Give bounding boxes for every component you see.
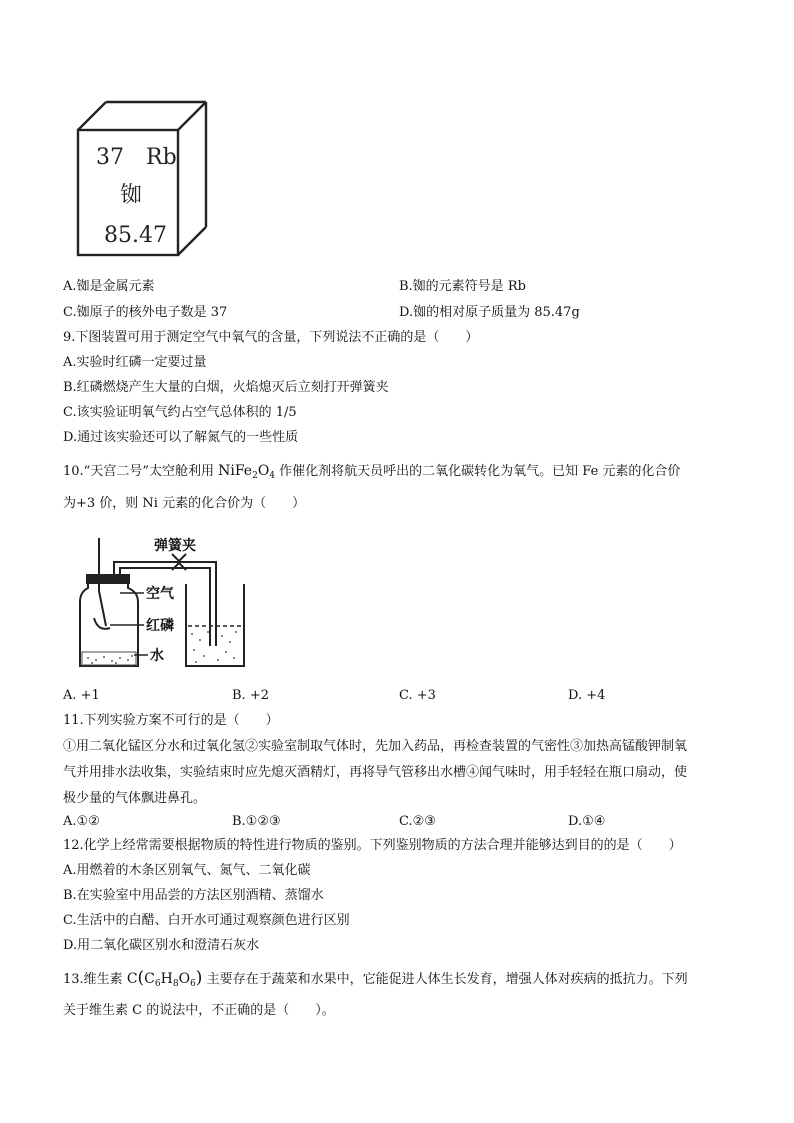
label-clamp: 弹簧夹 <box>154 538 196 554</box>
q11-option-c[interactable]: C.②③ <box>399 814 436 829</box>
q8-option-a[interactable]: A.铷是金属元素 <box>63 279 155 294</box>
q13-stem-line2: 关于维生素 C 的说法中，不正确的是（ ）。 <box>63 1003 335 1018</box>
q12-stem: 12.化学上经常需要根据物质的特性进行物质的鉴别。下列鉴别物质的方法合理并能够达到目的的是（ ） <box>63 838 682 853</box>
q10-stem-after: 作催化剂将航天员呼出的二氧化碳转化为氧气。已知 Fe 元素的化合价 <box>275 464 681 479</box>
q12-option-c[interactable]: C.生活中的白醋、白开水可通过观察颜色进行区别 <box>63 913 350 928</box>
q8-option-b[interactable]: B.铷的元素符号是 Rb <box>399 279 526 294</box>
q8-option-d[interactable]: D.铷的相对原子质量为 85.47g <box>399 305 580 320</box>
q12-option-d[interactable]: D.用二氧化碳区别水和澄清石灰水 <box>63 938 260 953</box>
q12-option-a[interactable]: A.用燃着的木条区别氧气、氮气、二氧化碳 <box>63 863 311 878</box>
q12-option-b[interactable]: B.在实验室中用品尝的方法区别酒精、蒸馏水 <box>63 888 324 903</box>
q11-body-line3: 极少量的气体飘进鼻孔。 <box>63 791 207 806</box>
label-air: 空气 <box>146 586 174 602</box>
q10-option-c[interactable]: C. +3 <box>399 688 436 703</box>
q10-stem <box>63 461 680 482</box>
q11-option-b[interactable]: B.①②③ <box>232 814 281 829</box>
element-card-figure <box>76 100 216 260</box>
q10-option-a[interactable]: A. +1 <box>63 688 100 703</box>
q11-body-line2: 气并用排水法收集，实验结束时应先熄灭酒精灯，再将导气管移出水槽④闻气味时，用手轻轻在瓶口扇动，使 <box>63 765 688 780</box>
q9-option-b[interactable]: B.红磷燃烧产生大量的白烟，火焰熄灭后立刻打开弹簧夹 <box>63 380 389 395</box>
q13-stem: 13.维生素 $C(C_6H_8O_6)$ 主要存在于蔬菜和水果中，它能促进人体生长发育，增强人体对疾病的抵抗力。下列 <box>63 968 688 989</box>
q10-stem-line2: 为+3 价，则 Ni 元素的化合价为（ ） <box>63 496 306 511</box>
q9-option-d[interactable]: D.通过该实验还可以了解氮气的一些性质 <box>63 430 299 445</box>
q10-option-d[interactable]: D. +4 <box>568 688 606 703</box>
q11-stem: 11.下列实验方案不可行的是（ ） <box>63 713 279 728</box>
element-mass: 85.47 <box>104 223 167 248</box>
q9-option-c[interactable]: C.该实验证明氧气约占空气总体积的 1/5 <box>63 405 297 420</box>
q10-option-b[interactable]: B. +2 <box>232 688 269 703</box>
element-symbol: Rb <box>146 145 177 170</box>
q9-option-a[interactable]: A.实验时红磷一定要过量 <box>63 355 207 370</box>
q10-formula: $NiFe_2O_4$ <box>218 463 276 481</box>
label-water: 水 <box>150 648 164 664</box>
apparatus-figure <box>76 536 246 668</box>
q11-option-d[interactable]: D.①④ <box>568 814 606 829</box>
label-phosphorus: 红磷 <box>146 618 174 634</box>
q10-stem-before: 10.“天宫二号”太空舱利用 <box>63 464 219 479</box>
q13-formula: $C(C_6H_8O_6)$ <box>126 968 203 989</box>
q11-body-line1: ①用二氧化锰区分水和过氧化氢②实验室制取气体时，先加入药品，再检查装置的气密性③加热高锰酸钾制氧 <box>63 739 688 754</box>
q9-stem: 9.下图装置可用于测定空气中氧气的含量，下列说法不正确的是（ ） <box>63 330 479 345</box>
element-name: 铷 <box>120 183 143 208</box>
element-atomic-number: 37 <box>96 145 124 170</box>
q8-option-c[interactable]: C.铷原子的核外电子数是 37 <box>63 305 228 320</box>
q11-option-a[interactable]: A.①② <box>63 814 100 829</box>
